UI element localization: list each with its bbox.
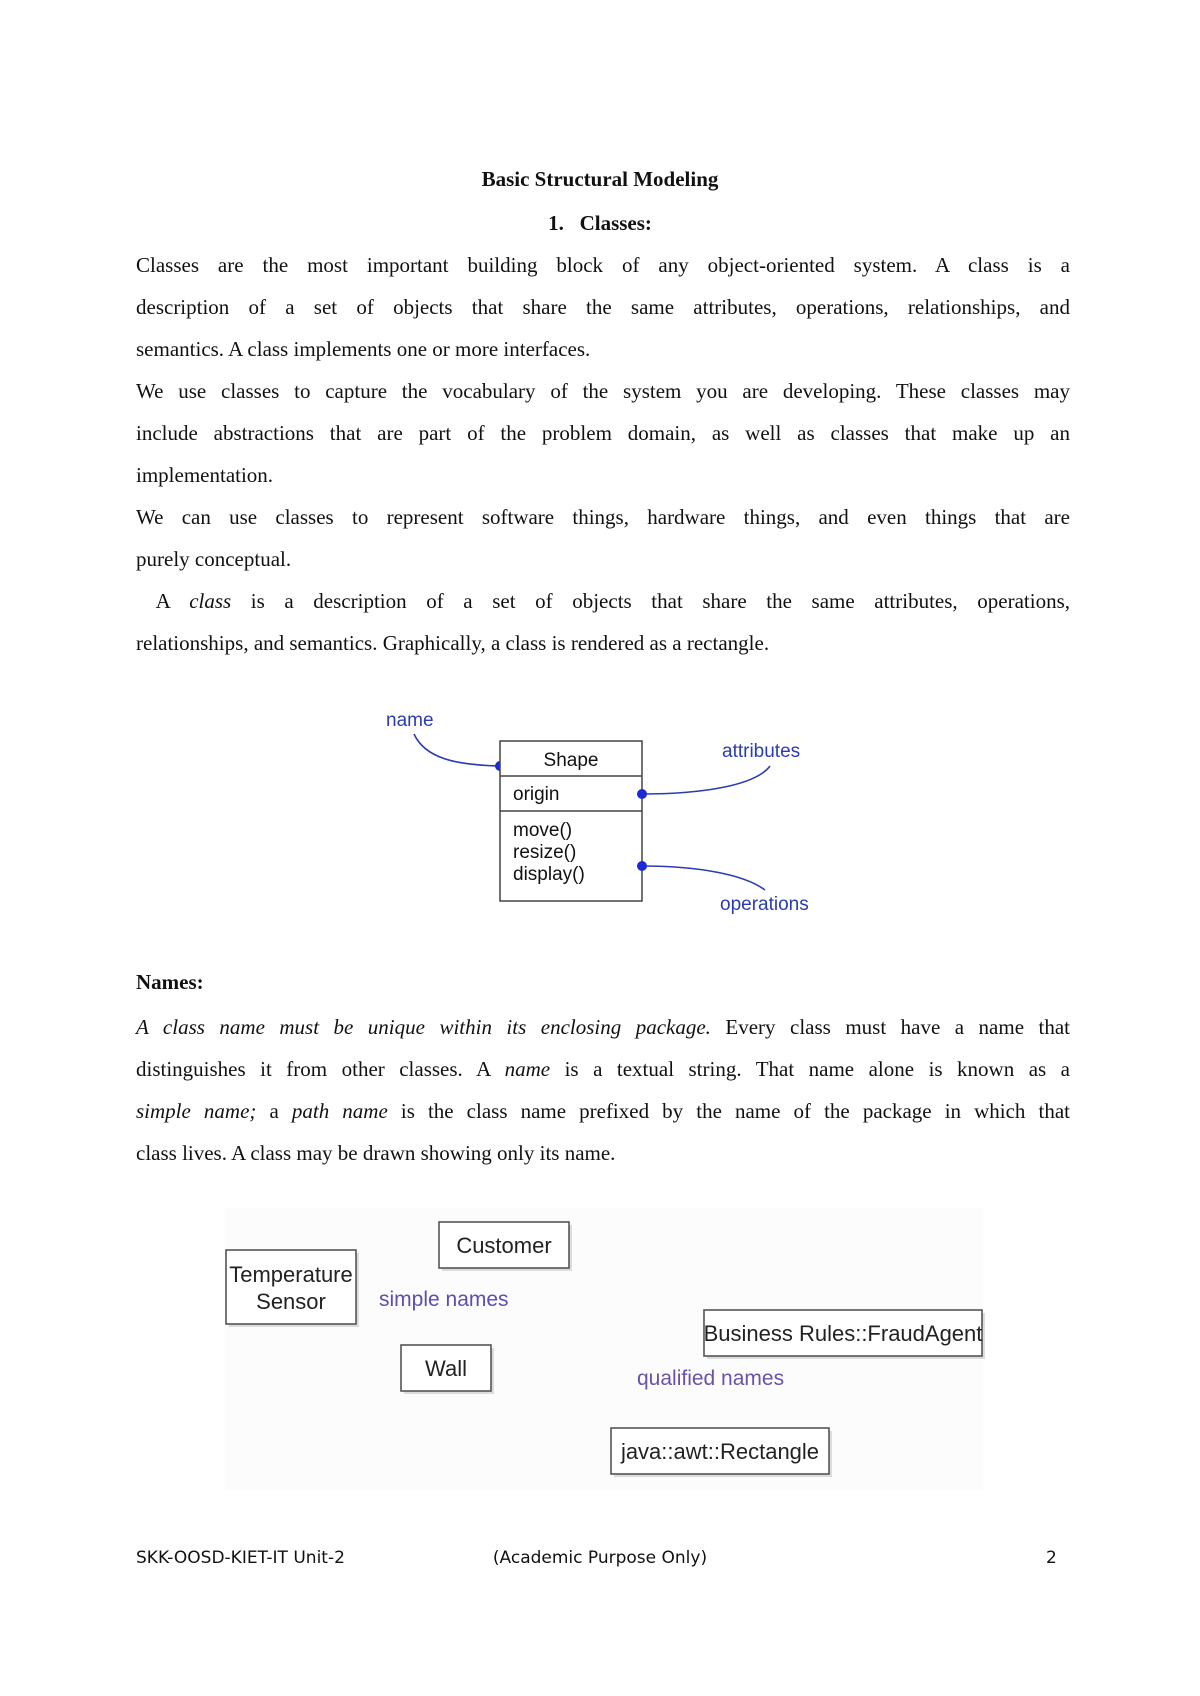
class-name-text: java::awt::Rectangle [620, 1439, 820, 1464]
class-attribute: origin [513, 784, 560, 805]
paragraph-names [136, 1006, 1070, 1174]
callout-name-label: name [386, 710, 434, 731]
text-line: We use classes to capture the vocabulary of the system you are developing. These classes may [136, 379, 1070, 403]
class-name-text: Wall [425, 1356, 467, 1381]
text-line: relationships, and semantics. Graphically, a class is rendered as a rectangle. [136, 631, 770, 655]
class-operation: move() [513, 820, 573, 841]
names-diagram [0, 1205, 1200, 1495]
footer-purpose-note: (Academic Purpose Only) [492, 1548, 708, 1568]
class-diagram [0, 690, 1200, 930]
paragraph-classes-intro [136, 244, 1070, 370]
class-name-text: Temperature [229, 1262, 353, 1287]
paragraph-represent [136, 496, 1070, 580]
text-line: class lives. A class may be drawn showing only its name. [136, 1141, 616, 1165]
text-line: We can use classes to represent software things, hardware things, and even things that are [136, 505, 1070, 529]
operation-dot-icon [637, 861, 647, 871]
class-operation: display() [513, 864, 585, 885]
section-heading [0, 211, 1200, 236]
callout-operations-line [642, 866, 765, 890]
text-line: implementation. [136, 463, 274, 487]
class-name-text: Customer [456, 1233, 552, 1258]
callout-name-line [414, 734, 500, 766]
class-name-text: Business Rules::FraudAgent [703, 1321, 983, 1346]
text-line: description of a set of objects that share the same attributes, operations, relationships, and [136, 295, 1070, 319]
label-qualified-names: qualified names [637, 1367, 785, 1390]
label-simple-names: simple names [379, 1288, 509, 1311]
paragraph-class-definition [136, 580, 1070, 664]
section-number: 1. [548, 211, 564, 235]
names-heading: Names: [136, 970, 204, 994]
emphasis-unique-name: A class name must be unique within its enclosing package. [136, 1015, 711, 1039]
text-line: include abstractions that are part of the problem domain, as well as classes that make up an [136, 421, 1070, 445]
callout-attributes-line [642, 766, 770, 794]
emphasis-name: name [504, 1057, 551, 1081]
class-name: Shape [543, 750, 599, 771]
text-line: A class is a description of a set of objects that share the same attributes, operations, [155, 589, 1070, 613]
text-line: purely conceptual. [136, 547, 292, 571]
text-line: semantics. A class implements one or more interfaces. [136, 337, 591, 361]
class-name-text: Sensor [256, 1289, 326, 1314]
emphasis-path-name: path name [291, 1099, 388, 1123]
emphasis-simple-name: simple name; [136, 1099, 257, 1123]
footer-page-number: 2 [1046, 1548, 1057, 1568]
attribute-dot-icon [637, 789, 647, 799]
text-line: A class name must be unique within its enclosing package. Every class must have a name that [136, 1015, 1070, 1039]
page-title: Basic Structural Modeling [481, 167, 719, 191]
paragraph-vocabulary [136, 370, 1070, 496]
footer-course-label: SKK-OOSD-KIET-IT Unit-2 [136, 1548, 345, 1568]
text-line: simple name; a path name is the class name prefixed by the name of the package in which that [136, 1099, 1070, 1123]
emphasis-class: class [189, 589, 232, 613]
callout-operations-label: operations [720, 894, 809, 915]
section-title: Classes: [579, 211, 652, 235]
text-line: Classes are the most important building block of any object-oriented system. A class is a [136, 253, 1070, 277]
text-line: distinguishes it from other classes. A name is a textual string. That name alone is known as a [136, 1057, 1070, 1081]
callout-attributes-label: attributes [722, 741, 801, 762]
class-operation: resize() [513, 842, 577, 863]
